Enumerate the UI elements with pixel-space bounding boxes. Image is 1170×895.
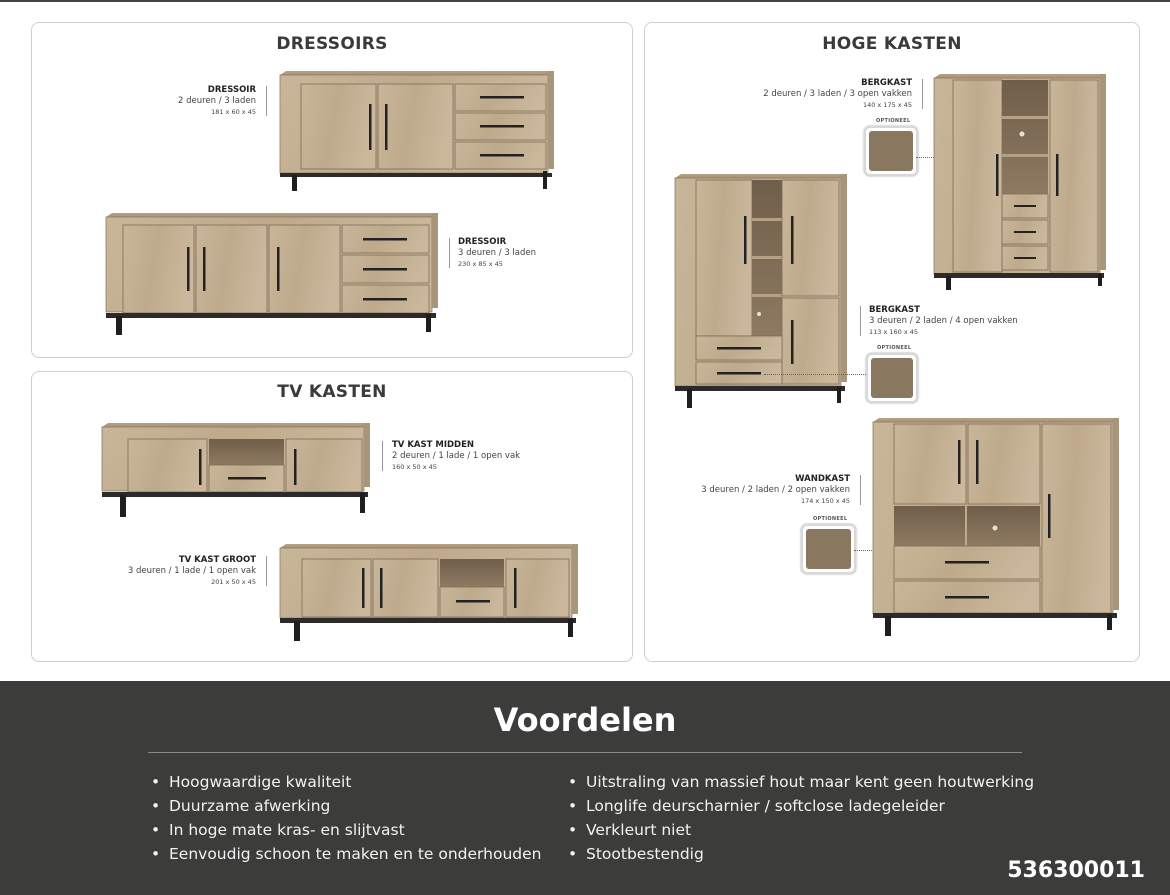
label-tick: [860, 306, 861, 336]
product-name: WANDKAST: [795, 474, 850, 484]
section-title-hoge-kasten: HOGE KASTEN: [822, 34, 962, 54]
product-dims: 140 x 175 x 45: [862, 101, 912, 109]
product-spec: 3 deuren / 3 laden: [458, 248, 537, 258]
dressoir-3-doors-image: [106, 213, 438, 335]
benefit-item: • Eenvoudig schoon te maken en te onderhouden: [150, 842, 541, 866]
optional-label: OPTIONEEL: [813, 516, 848, 522]
label-tick: [449, 238, 450, 268]
bergkast-small-image: [675, 174, 847, 408]
label-tv-kast-midden: [392, 440, 532, 473]
product-spec: 3 deuren / 1 lade / 1 open vak: [127, 566, 256, 576]
top-rule: [0, 0, 1170, 2]
product-name: TV KAST MIDDEN: [392, 440, 475, 450]
benefit-item: • Hoogwaardige kwaliteit: [150, 770, 541, 794]
benefit-item: • Verkleurt niet: [567, 818, 1034, 842]
label-tick: [922, 79, 923, 109]
optional-led-inset-bergkast-large: [864, 126, 918, 176]
tv-kast-groot-image: [280, 544, 578, 641]
label-bergkast-small: [869, 305, 1039, 338]
product-spec: 2 deuren / 1 lade / 1 open vak: [392, 451, 521, 461]
product-spec: 3 deuren / 2 laden / 2 open vakken: [701, 485, 850, 495]
benefits-list-left: [150, 770, 541, 866]
benefits-list-right: [567, 770, 1034, 866]
product-dims: 160 x 50 x 45: [392, 463, 437, 471]
wandkast-image: [873, 418, 1119, 636]
tv-kast-midden-image: [102, 423, 370, 518]
dressoir-2-doors-image: [280, 71, 554, 191]
benefits-title: Voordelen: [493, 701, 677, 739]
product-dims: 201 x 50 x 45: [211, 578, 256, 586]
benefit-item: • Longlife deurscharnier / softclose ladegeleider: [567, 794, 1034, 818]
benefits-divider: [148, 752, 1022, 753]
benefit-item: • Stootbestendig: [567, 842, 1034, 866]
label-tick: [266, 86, 267, 116]
product-dims: 230 x 85 x 45: [458, 260, 503, 268]
inset-connector: [764, 374, 866, 375]
product-name: TV KAST GROOT: [178, 555, 256, 565]
bergkast-large-image: [934, 74, 1106, 290]
section-title-tv-kasten: TV KASTEN: [277, 382, 387, 402]
article-number: 536300011: [1007, 858, 1145, 883]
product-dims: 113 x 160 x 45: [869, 328, 919, 336]
product-spec: 3 deuren / 2 laden / 4 open vakken: [869, 316, 1018, 326]
optional-label: OPTIONEEL: [876, 118, 911, 124]
label-tick: [266, 556, 267, 586]
product-name: DRESSOIR: [207, 85, 256, 95]
label-wandkast: [690, 474, 850, 507]
footer-benefits: [0, 681, 1170, 895]
optional-led-inset-wandkast: [801, 524, 856, 574]
label-tv-kast-groot: [120, 555, 256, 588]
benefit-item: • Duurzame afwerking: [150, 794, 541, 818]
product-spec: 2 deuren / 3 laden: [177, 96, 256, 106]
product-spec: 2 deuren / 3 laden / 3 open vakken: [763, 89, 912, 99]
optional-led-inset-bergkast-small: [866, 353, 918, 403]
benefit-item: • Uitstraling van massief hout maar kent geen houtwerking: [567, 770, 1034, 794]
label-tick: [860, 475, 861, 505]
product-dims: 181 x 60 x 45: [211, 108, 256, 116]
label-bergkast-large: [752, 78, 912, 111]
product-name: BERGKAST: [861, 78, 912, 88]
product-name: BERGKAST: [869, 305, 920, 315]
product-dims: 174 x 150 x 45: [800, 497, 850, 505]
benefit-item: • In hoge mate kras- en slijtvast: [150, 818, 541, 842]
label-dressoir-3d: [458, 237, 568, 270]
label-tick: [382, 441, 383, 471]
label-dressoir-2d: [150, 85, 256, 118]
product-name: DRESSOIR: [458, 237, 507, 247]
section-title-dressoirs: DRESSOIRS: [276, 34, 388, 54]
optional-label: OPTIONEEL: [877, 345, 912, 351]
